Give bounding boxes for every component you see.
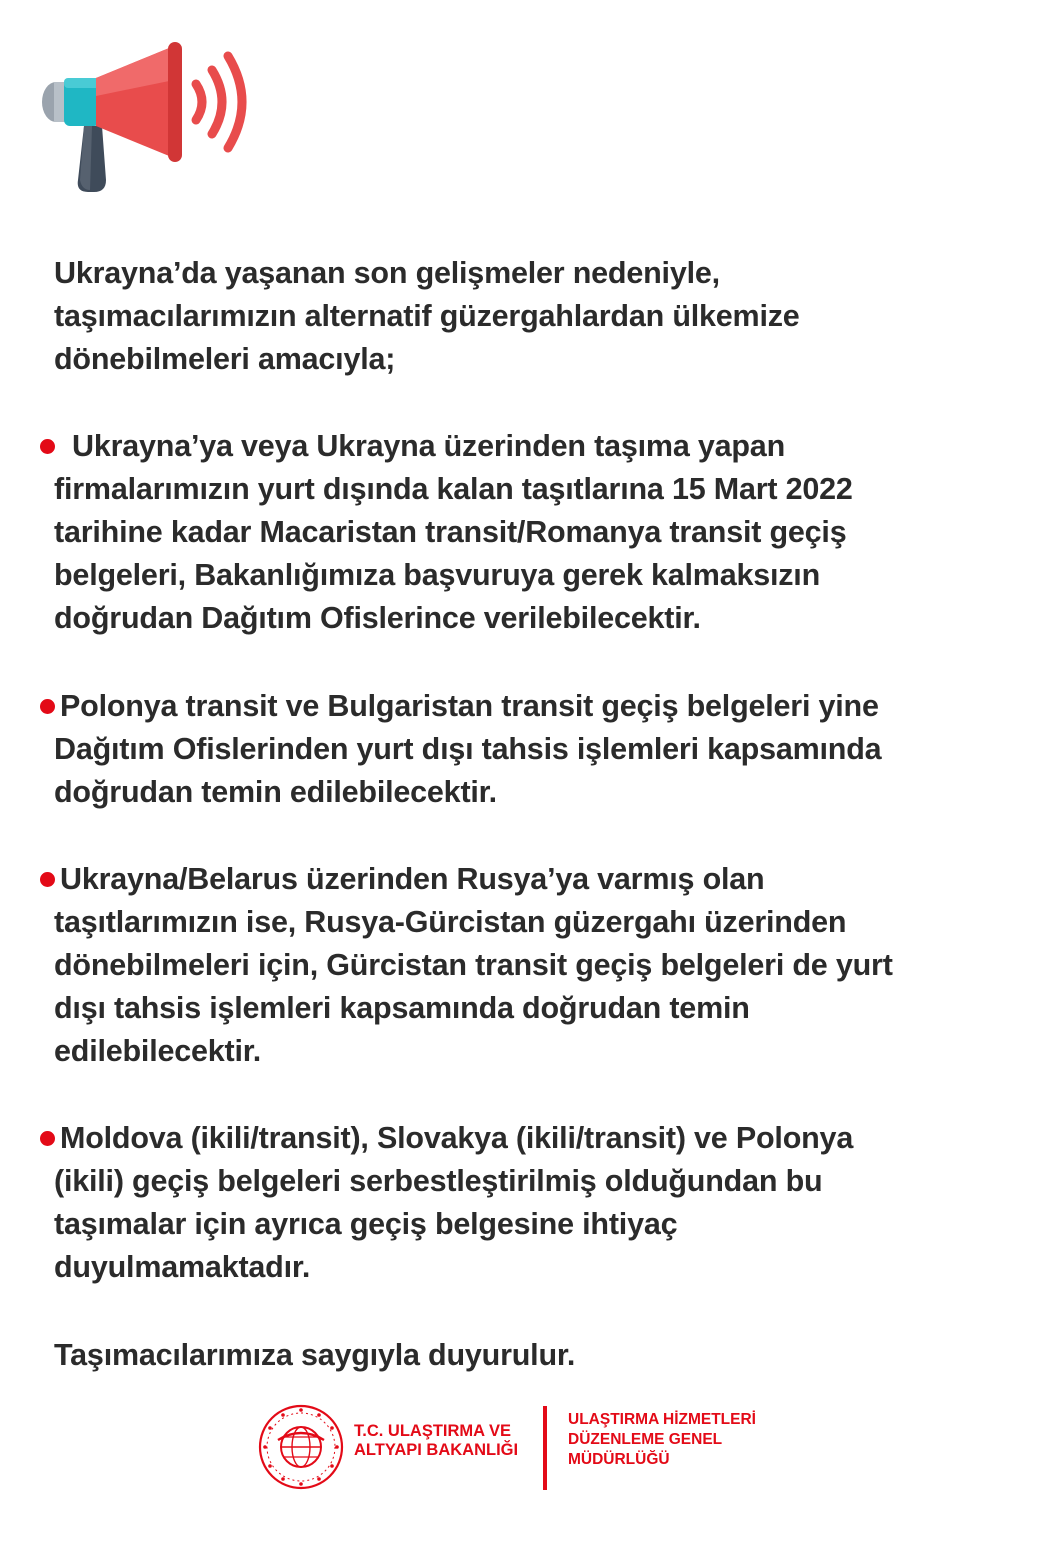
bullet-item [40, 1117, 1000, 1289]
ministry-seal-icon [258, 1404, 344, 1490]
megaphone-icon [36, 40, 250, 200]
bullet-dot-icon [40, 699, 55, 714]
closing-line: Taşımacılarımıza saygıyla duyurulur. [54, 1338, 576, 1372]
bullet-line: dönebilmeleri için, Gürcistan transit geçiş belgeleri de yurt [54, 948, 893, 982]
directorate-name [568, 1410, 756, 1470]
announcement-intro [40, 252, 1014, 381]
bullet-line: Polonya transit ve Bulgaristan transit geçiş belgeleri yine [60, 689, 879, 723]
ministry-name-line: T.C. ULAŞTIRMA VE [354, 1422, 512, 1440]
footer [258, 1402, 798, 1494]
ministry-name [354, 1422, 518, 1460]
bullet-line: (ikili) geçiş belgeleri serbestleştirilmiş olduğundan bu [54, 1164, 823, 1198]
bullet-line: belgeleri, Bakanlığımıza başvuruya gerek kalmaksızın [54, 558, 821, 592]
bullet-line: Dağıtım Ofislerinden yurt dışı tahsis işlemleri kapsamında [54, 732, 882, 766]
bullet-line: duyulmamaktadır. [54, 1250, 311, 1284]
bullet-line: edilebilecektir. [54, 1034, 262, 1068]
bullet-item [40, 425, 1000, 640]
intro-line: taşımacılarımızın alternatif güzergahlardan ülkemize [54, 299, 800, 333]
bullet-item [40, 685, 1000, 814]
directorate-name-line: MÜDÜRLÜĞÜ [568, 1451, 670, 1468]
bullet-line: taşımalar için ayrıca geçiş belgesine ihtiyaç [54, 1207, 678, 1241]
ministry-name-line: ALTYAPI BAKANLIĞI [354, 1441, 519, 1459]
bullet-dot-icon [40, 872, 55, 887]
bullet-line: firmalarımızın yurt dışında kalan taşıtlarına 15 Mart 2022 [54, 472, 853, 506]
bullet-line: taşıtlarımızın ise, Rusya-Gürcistan güzergahı üzerinden [54, 905, 847, 939]
announcement-closing [40, 1334, 1014, 1377]
bullet-line: doğrudan Dağıtım Ofislerince verilebilecektir. [54, 601, 701, 635]
bullet-dot-icon [40, 1131, 55, 1146]
bullet-line: Ukrayna’ya veya Ukrayna üzerinden taşıma yapan [72, 429, 786, 463]
bullet-line: tarihine kadar Macaristan transit/Romanya transit geçiş [54, 515, 847, 549]
bullet-dot-icon [40, 439, 55, 454]
directorate-name-line: DÜZENLEME GENEL [568, 1431, 723, 1448]
directorate-name-line: ULAŞTIRMA HİZMETLERİ [568, 1411, 756, 1428]
bullet-line: doğrudan temin edilebilecektir. [54, 775, 497, 809]
intro-line: dönebilmeleri amacıyla; [54, 342, 396, 376]
bullet-line: dışı tahsis işlemleri kapsamında doğrudan temin [54, 991, 750, 1025]
footer-divider [543, 1406, 547, 1490]
bullet-line: Ukrayna/Belarus üzerinden Rusya’ya varmış olan [60, 862, 765, 896]
bullet-line: Moldova (ikili/transit), Slovakya (ikili/transit) ve Polonya [60, 1121, 854, 1155]
intro-line: Ukrayna’da yaşanan son gelişmeler nedeniyle, [54, 256, 720, 290]
bullet-item [40, 858, 1000, 1073]
